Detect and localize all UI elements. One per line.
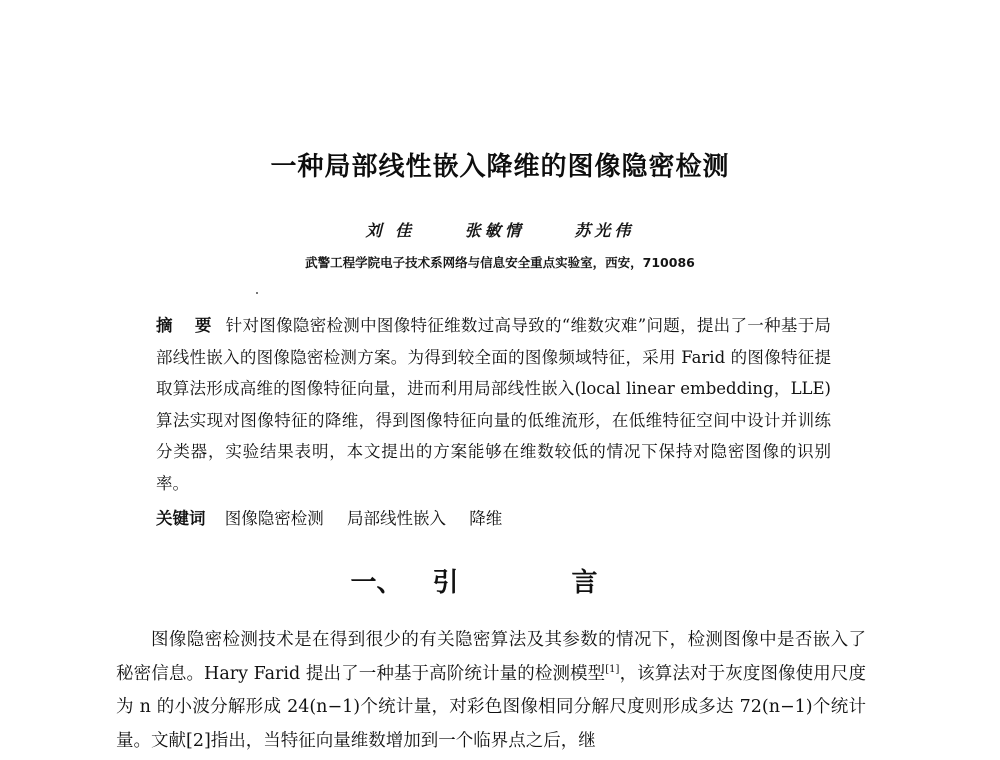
paper-title: 一种局部线性嵌入降维的图像隐密检测 (270, 152, 730, 182)
section-number: 一、 (350, 568, 403, 598)
abstract-label: 摘 要 (156, 316, 220, 335)
author-name: 苏光伟 (574, 221, 635, 240)
citation-ref: [1] (605, 663, 620, 675)
section-heading (0, 562, 1000, 599)
author-name: 张敏情 (464, 221, 525, 240)
scan-speck (256, 292, 258, 294)
section-title: 引 言 (432, 568, 650, 598)
body-text-part: 图像隐密检测技术是在得到很少的有关隐密算法及其参数的情况下，检测图像中是否嵌入了秘密信息。Hary Farid 提出了一种基于高阶统计量的检测模型 (116, 630, 866, 684)
author-name: 刘 佳 (365, 221, 416, 240)
keyword: 降维 (469, 509, 503, 528)
keywords-label: 关键词 (156, 509, 206, 528)
keyword: 局部线性嵌入 (347, 509, 446, 528)
affiliation: 武警工程学院电子技术系网络与信息安全重点实验室，西安，710086 (305, 255, 695, 270)
body-text-part: ，该算法对于灰度图像使用尺度为 n 的小波分解形成 24(n−1)个统计量，对彩色图像相同分解尺度则形成多达 72(n−1)个统计量。文献[2]指出，当特征向量维数增加到一个临界点之后，继 (116, 663, 867, 751)
body-paragraph (116, 624, 866, 758)
abstract-text: 针对图像隐密检测中图像特征维数过高导致的“维数灾难”问题，提出了一种基于局部线性嵌入的图像隐密检测方案。为得到较全面的图像频域特征，采用 Farid 的图像特征提取算法形成高维的图像特征向量，进而利用局部线性嵌入(local linear embedding，LLE)算法实现对图像特征的降维，得到图像特征向量的低维流形，在低维特征空间中设计并训练分类器，实验结果表明，本文提出的方案能够在维数较低的情况下保持对隐密图像的识别率。 (156, 316, 832, 493)
abstract (156, 310, 831, 499)
keywords (156, 505, 520, 529)
author-list (0, 218, 1000, 241)
keyword: 图像隐密检测 (224, 509, 324, 528)
